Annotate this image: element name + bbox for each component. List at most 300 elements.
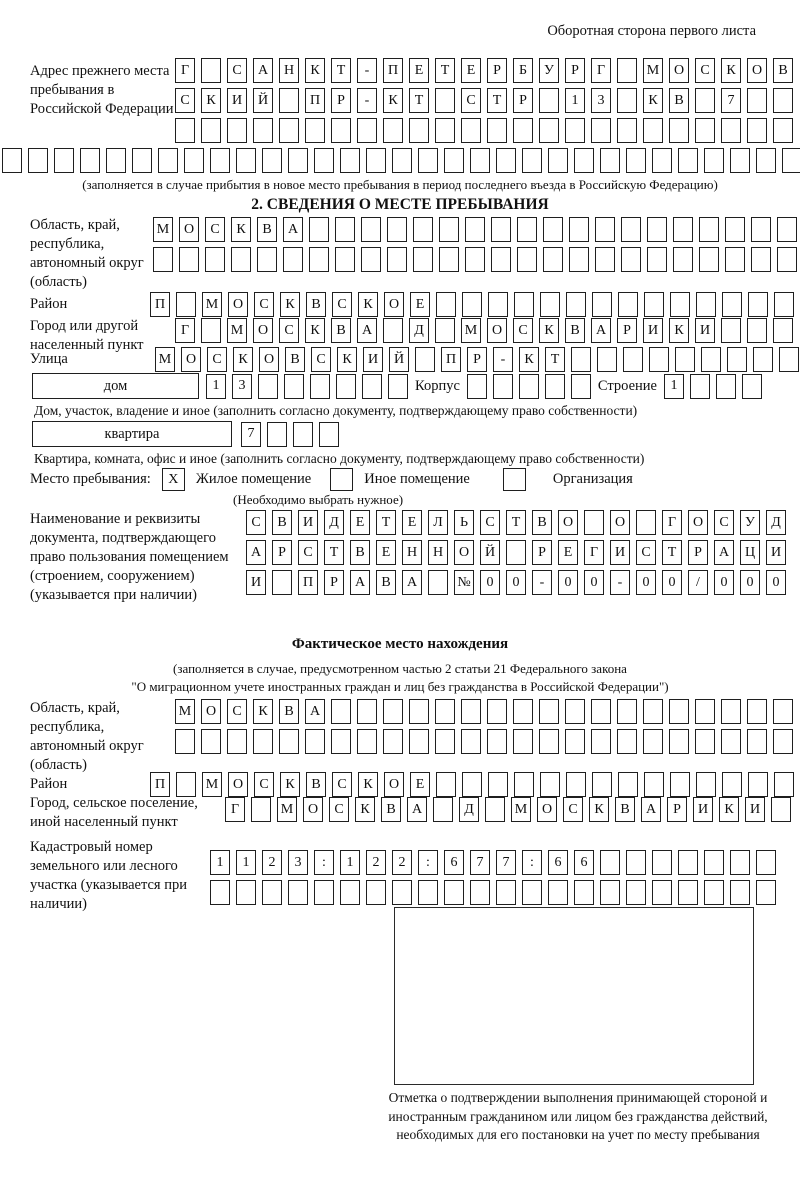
char-cell[interactable]: Г <box>591 58 611 83</box>
char-cell[interactable]: М <box>202 772 222 797</box>
char-cell[interactable] <box>272 570 292 595</box>
char-cell[interactable] <box>643 729 663 754</box>
char-cell[interactable]: Ь <box>454 510 474 535</box>
char-cell[interactable] <box>487 699 507 724</box>
char-cell[interactable]: № <box>454 570 474 595</box>
char-cell[interactable] <box>701 347 721 372</box>
char-cell[interactable] <box>669 699 689 724</box>
char-cell[interactable] <box>409 118 429 143</box>
char-cell[interactable] <box>747 699 767 724</box>
char-cell[interactable]: Й <box>253 88 273 113</box>
char-cell[interactable] <box>293 422 313 447</box>
char-cell[interactable] <box>488 772 508 797</box>
char-cell[interactable] <box>517 247 537 272</box>
char-cell[interactable]: П <box>441 347 461 372</box>
char-cell[interactable] <box>626 880 646 905</box>
char-cell[interactable] <box>621 217 641 242</box>
char-cell[interactable] <box>444 880 464 905</box>
char-cell[interactable]: С <box>205 217 225 242</box>
char-cell[interactable] <box>519 374 539 399</box>
char-cell[interactable] <box>284 374 304 399</box>
char-cell[interactable] <box>779 347 799 372</box>
char-cell[interactable]: 7 <box>496 850 516 875</box>
char-cell[interactable] <box>756 880 776 905</box>
char-cell[interactable]: Н <box>402 540 422 565</box>
char-cell[interactable] <box>340 880 360 905</box>
char-cell[interactable] <box>436 772 456 797</box>
char-cell[interactable] <box>652 850 672 875</box>
house-type-box[interactable]: дом <box>32 373 199 399</box>
char-cell[interactable] <box>309 217 329 242</box>
char-cell[interactable] <box>253 729 273 754</box>
char-cell[interactable]: К <box>589 797 609 822</box>
char-cell[interactable] <box>319 422 339 447</box>
char-cell[interactable]: Й <box>480 540 500 565</box>
char-cell[interactable]: В <box>381 797 401 822</box>
char-cell[interactable]: Р <box>513 88 533 113</box>
char-cell[interactable]: А <box>253 58 273 83</box>
char-cell[interactable]: О <box>228 772 248 797</box>
char-cell[interactable] <box>28 148 48 173</box>
char-cell[interactable]: Е <box>376 540 396 565</box>
char-cell[interactable] <box>540 772 560 797</box>
char-cell[interactable]: М <box>643 58 663 83</box>
char-cell[interactable] <box>597 347 617 372</box>
char-cell[interactable] <box>566 772 586 797</box>
actual-region-row-1[interactable] <box>175 699 793 724</box>
char-cell[interactable] <box>704 850 724 875</box>
char-cell[interactable]: 3 <box>288 850 308 875</box>
char-cell[interactable]: В <box>257 217 277 242</box>
char-cell[interactable] <box>361 217 381 242</box>
char-cell[interactable]: : <box>418 850 438 875</box>
char-cell[interactable] <box>201 318 221 343</box>
char-cell[interactable]: К <box>721 58 741 83</box>
char-cell[interactable]: 1 <box>206 374 226 399</box>
char-cell[interactable]: Й <box>389 347 409 372</box>
char-cell[interactable]: И <box>643 318 663 343</box>
char-cell[interactable] <box>470 880 490 905</box>
char-cell[interactable] <box>644 292 664 317</box>
char-cell[interactable]: 0 <box>584 570 604 595</box>
char-cell[interactable] <box>513 118 533 143</box>
char-cell[interactable] <box>643 699 663 724</box>
char-cell[interactable] <box>774 772 794 797</box>
char-cell[interactable]: М <box>461 318 481 343</box>
char-cell[interactable] <box>777 247 797 272</box>
char-cell[interactable]: С <box>461 88 481 113</box>
char-cell[interactable]: О <box>253 318 273 343</box>
char-cell[interactable] <box>436 292 456 317</box>
char-cell[interactable] <box>721 729 741 754</box>
char-cell[interactable]: П <box>305 88 325 113</box>
char-cell[interactable]: - <box>493 347 513 372</box>
char-cell[interactable] <box>522 880 542 905</box>
char-cell[interactable]: А <box>591 318 611 343</box>
char-cell[interactable] <box>695 729 715 754</box>
char-cell[interactable]: К <box>201 88 221 113</box>
char-cell[interactable]: В <box>306 292 326 317</box>
actual-region-row-2[interactable] <box>175 729 793 754</box>
actual-district-row[interactable] <box>150 772 794 797</box>
actual-city-row[interactable] <box>225 797 791 822</box>
char-cell[interactable] <box>258 374 278 399</box>
char-cell[interactable] <box>673 247 693 272</box>
char-cell[interactable]: К <box>337 347 357 372</box>
char-cell[interactable] <box>725 217 745 242</box>
document-row-2[interactable] <box>246 540 786 565</box>
char-cell[interactable] <box>383 729 403 754</box>
char-cell[interactable]: В <box>285 347 305 372</box>
char-cell[interactable]: С <box>636 540 656 565</box>
char-cell[interactable]: К <box>519 347 539 372</box>
char-cell[interactable] <box>690 374 710 399</box>
char-cell[interactable]: Е <box>409 58 429 83</box>
char-cell[interactable]: М <box>153 217 173 242</box>
char-cell[interactable]: Т <box>545 347 565 372</box>
char-cell[interactable] <box>236 148 256 173</box>
char-cell[interactable]: В <box>376 570 396 595</box>
char-cell[interactable] <box>678 148 698 173</box>
char-cell[interactable]: К <box>355 797 375 822</box>
char-cell[interactable] <box>773 699 793 724</box>
char-cell[interactable] <box>747 729 767 754</box>
char-cell[interactable] <box>699 217 719 242</box>
char-cell[interactable]: А <box>357 318 377 343</box>
char-cell[interactable]: 0 <box>558 570 578 595</box>
char-cell[interactable] <box>80 148 100 173</box>
char-cell[interactable]: С <box>246 510 266 535</box>
char-cell[interactable] <box>413 247 433 272</box>
char-cell[interactable] <box>748 772 768 797</box>
char-cell[interactable] <box>201 118 221 143</box>
char-cell[interactable]: С <box>254 292 274 317</box>
char-cell[interactable]: Т <box>662 540 682 565</box>
char-cell[interactable] <box>462 772 482 797</box>
city-row[interactable] <box>175 318 793 343</box>
char-cell[interactable] <box>721 318 741 343</box>
char-cell[interactable] <box>771 797 791 822</box>
char-cell[interactable] <box>591 118 611 143</box>
char-cell[interactable]: Т <box>409 88 429 113</box>
char-cell[interactable]: И <box>227 88 247 113</box>
char-cell[interactable] <box>647 247 667 272</box>
char-cell[interactable] <box>314 880 334 905</box>
char-cell[interactable]: 0 <box>506 570 526 595</box>
prev-address-row-2[interactable] <box>175 88 793 113</box>
char-cell[interactable]: Р <box>487 58 507 83</box>
char-cell[interactable] <box>751 217 771 242</box>
char-cell[interactable]: С <box>695 58 715 83</box>
char-cell[interactable] <box>704 148 724 173</box>
char-cell[interactable] <box>175 118 195 143</box>
char-cell[interactable]: В <box>279 699 299 724</box>
char-cell[interactable] <box>722 772 742 797</box>
char-cell[interactable]: С <box>254 772 274 797</box>
char-cell[interactable]: Д <box>459 797 479 822</box>
char-cell[interactable] <box>621 247 641 272</box>
char-cell[interactable] <box>262 880 282 905</box>
char-cell[interactable] <box>236 880 256 905</box>
char-cell[interactable]: К <box>280 772 300 797</box>
char-cell[interactable] <box>496 880 516 905</box>
char-cell[interactable]: В <box>615 797 635 822</box>
char-cell[interactable]: И <box>298 510 318 535</box>
char-cell[interactable] <box>522 148 542 173</box>
char-cell[interactable] <box>388 374 408 399</box>
char-cell[interactable]: Р <box>532 540 552 565</box>
char-cell[interactable] <box>721 699 741 724</box>
char-cell[interactable]: - <box>532 570 552 595</box>
char-cell[interactable] <box>366 880 386 905</box>
char-cell[interactable]: 1 <box>210 850 230 875</box>
char-cell[interactable] <box>279 118 299 143</box>
char-cell[interactable] <box>751 247 771 272</box>
char-cell[interactable]: Т <box>506 510 526 535</box>
char-cell[interactable]: О <box>747 58 767 83</box>
char-cell[interactable] <box>428 570 448 595</box>
cadastral-row-1[interactable] <box>210 850 776 875</box>
char-cell[interactable] <box>673 217 693 242</box>
char-cell[interactable] <box>387 217 407 242</box>
char-cell[interactable]: Е <box>461 58 481 83</box>
char-cell[interactable]: Р <box>667 797 687 822</box>
char-cell[interactable] <box>756 148 776 173</box>
char-cell[interactable]: Р <box>324 570 344 595</box>
char-cell[interactable] <box>649 347 669 372</box>
char-cell[interactable] <box>184 148 204 173</box>
char-cell[interactable]: С <box>311 347 331 372</box>
char-cell[interactable] <box>652 148 672 173</box>
char-cell[interactable]: И <box>246 570 266 595</box>
char-cell[interactable] <box>548 148 568 173</box>
char-cell[interactable]: К <box>643 88 663 113</box>
char-cell[interactable]: Р <box>617 318 637 343</box>
char-cell[interactable] <box>539 699 559 724</box>
char-cell[interactable] <box>357 699 377 724</box>
street-row[interactable] <box>155 347 799 372</box>
char-cell[interactable] <box>727 347 747 372</box>
char-cell[interactable] <box>617 699 637 724</box>
char-cell[interactable] <box>305 118 325 143</box>
char-cell[interactable] <box>435 88 455 113</box>
char-cell[interactable] <box>210 148 230 173</box>
korpus-row[interactable] <box>467 374 591 399</box>
char-cell[interactable]: С <box>298 540 318 565</box>
char-cell[interactable] <box>617 729 637 754</box>
char-cell[interactable]: Г <box>584 540 604 565</box>
char-cell[interactable]: С <box>227 699 247 724</box>
char-cell[interactable]: О <box>558 510 578 535</box>
char-cell[interactable] <box>331 699 351 724</box>
char-cell[interactable] <box>592 772 612 797</box>
char-cell[interactable] <box>574 148 594 173</box>
char-cell[interactable]: В <box>331 318 351 343</box>
char-cell[interactable]: У <box>740 510 760 535</box>
char-cell[interactable] <box>336 374 356 399</box>
char-cell[interactable] <box>517 217 537 242</box>
char-cell[interactable]: И <box>695 318 715 343</box>
char-cell[interactable] <box>288 148 308 173</box>
char-cell[interactable] <box>543 247 563 272</box>
char-cell[interactable] <box>465 217 485 242</box>
char-cell[interactable] <box>569 217 589 242</box>
char-cell[interactable] <box>565 118 585 143</box>
char-cell[interactable] <box>696 292 716 317</box>
char-cell[interactable] <box>543 217 563 242</box>
char-cell[interactable] <box>514 772 534 797</box>
char-cell[interactable] <box>539 88 559 113</box>
char-cell[interactable]: Т <box>324 540 344 565</box>
char-cell[interactable]: В <box>532 510 552 535</box>
char-cell[interactable]: Р <box>565 58 585 83</box>
char-cell[interactable] <box>210 880 230 905</box>
char-cell[interactable] <box>361 247 381 272</box>
char-cell[interactable] <box>548 880 568 905</box>
char-cell[interactable] <box>652 880 672 905</box>
char-cell[interactable] <box>487 118 507 143</box>
char-cell[interactable]: У <box>539 58 559 83</box>
char-cell[interactable] <box>600 880 620 905</box>
char-cell[interactable] <box>418 880 438 905</box>
char-cell[interactable] <box>747 318 767 343</box>
char-cell[interactable] <box>227 729 247 754</box>
char-cell[interactable] <box>647 217 667 242</box>
char-cell[interactable]: П <box>150 292 170 317</box>
char-cell[interactable] <box>279 88 299 113</box>
char-cell[interactable]: К <box>305 58 325 83</box>
char-cell[interactable]: И <box>745 797 765 822</box>
prev-address-row-4[interactable] <box>2 148 800 173</box>
char-cell[interactable]: С <box>329 797 349 822</box>
char-cell[interactable]: С <box>332 772 352 797</box>
char-cell[interactable] <box>409 699 429 724</box>
char-cell[interactable]: / <box>688 570 708 595</box>
char-cell[interactable]: - <box>357 88 377 113</box>
char-cell[interactable] <box>636 510 656 535</box>
char-cell[interactable]: 6 <box>574 850 594 875</box>
char-cell[interactable]: В <box>306 772 326 797</box>
char-cell[interactable] <box>626 850 646 875</box>
char-cell[interactable]: Ц <box>740 540 760 565</box>
char-cell[interactable] <box>623 347 643 372</box>
char-cell[interactable]: С <box>714 510 734 535</box>
char-cell[interactable]: К <box>358 292 378 317</box>
char-cell[interactable]: С <box>227 58 247 83</box>
char-cell[interactable] <box>617 58 637 83</box>
char-cell[interactable]: 1 <box>340 850 360 875</box>
char-cell[interactable] <box>439 247 459 272</box>
char-cell[interactable]: М <box>202 292 222 317</box>
char-cell[interactable]: К <box>231 217 251 242</box>
char-cell[interactable] <box>496 148 516 173</box>
char-cell[interactable] <box>591 729 611 754</box>
checkbox-residential[interactable]: X <box>162 468 185 491</box>
cadastral-row-2[interactable] <box>210 880 776 905</box>
char-cell[interactable]: 6 <box>444 850 464 875</box>
char-cell[interactable] <box>383 118 403 143</box>
char-cell[interactable] <box>618 292 638 317</box>
char-cell[interactable]: - <box>610 570 630 595</box>
char-cell[interactable] <box>695 88 715 113</box>
char-cell[interactable] <box>158 148 178 173</box>
char-cell[interactable]: М <box>175 699 195 724</box>
char-cell[interactable] <box>415 347 435 372</box>
char-cell[interactable]: В <box>565 318 585 343</box>
char-cell[interactable]: К <box>233 347 253 372</box>
char-cell[interactable] <box>695 118 715 143</box>
char-cell[interactable] <box>106 148 126 173</box>
char-cell[interactable] <box>721 118 741 143</box>
char-cell[interactable]: В <box>350 540 370 565</box>
char-cell[interactable]: В <box>669 88 689 113</box>
char-cell[interactable] <box>565 699 585 724</box>
char-cell[interactable] <box>644 772 664 797</box>
char-cell[interactable] <box>288 880 308 905</box>
char-cell[interactable]: И <box>766 540 786 565</box>
char-cell[interactable]: А <box>350 570 370 595</box>
char-cell[interactable] <box>331 729 351 754</box>
char-cell[interactable] <box>513 699 533 724</box>
char-cell[interactable] <box>314 148 334 173</box>
char-cell[interactable] <box>392 148 412 173</box>
char-cell[interactable] <box>231 247 251 272</box>
char-cell[interactable] <box>435 118 455 143</box>
char-cell[interactable]: 1 <box>236 850 256 875</box>
char-cell[interactable] <box>675 347 695 372</box>
char-cell[interactable]: Г <box>662 510 682 535</box>
char-cell[interactable] <box>569 247 589 272</box>
char-cell[interactable] <box>773 88 793 113</box>
char-cell[interactable]: 0 <box>766 570 786 595</box>
char-cell[interactable] <box>435 699 455 724</box>
char-cell[interactable]: С <box>563 797 583 822</box>
char-cell[interactable]: О <box>688 510 708 535</box>
char-cell[interactable] <box>485 797 505 822</box>
region-row-2[interactable] <box>153 247 797 272</box>
char-cell[interactable] <box>595 247 615 272</box>
char-cell[interactable]: 3 <box>232 374 252 399</box>
char-cell[interactable] <box>696 772 716 797</box>
char-cell[interactable]: П <box>150 772 170 797</box>
char-cell[interactable] <box>487 729 507 754</box>
char-cell[interactable]: И <box>610 540 630 565</box>
char-cell[interactable]: Е <box>558 540 578 565</box>
district-row[interactable] <box>150 292 794 317</box>
char-cell[interactable]: : <box>314 850 334 875</box>
char-cell[interactable] <box>756 850 776 875</box>
char-cell[interactable] <box>366 148 386 173</box>
char-cell[interactable]: К <box>305 318 325 343</box>
char-cell[interactable] <box>462 292 482 317</box>
char-cell[interactable]: О <box>537 797 557 822</box>
char-cell[interactable]: Е <box>350 510 370 535</box>
char-cell[interactable]: А <box>714 540 734 565</box>
char-cell[interactable]: А <box>641 797 661 822</box>
document-row-3[interactable] <box>246 570 786 595</box>
char-cell[interactable] <box>704 880 724 905</box>
char-cell[interactable] <box>383 699 403 724</box>
char-cell[interactable] <box>253 118 273 143</box>
char-cell[interactable]: С <box>175 88 195 113</box>
char-cell[interactable] <box>262 148 282 173</box>
char-cell[interactable] <box>201 58 221 83</box>
char-cell[interactable] <box>574 880 594 905</box>
char-cell[interactable]: Т <box>331 58 351 83</box>
char-cell[interactable]: 2 <box>392 850 412 875</box>
char-cell[interactable] <box>493 374 513 399</box>
char-cell[interactable]: Е <box>402 510 422 535</box>
